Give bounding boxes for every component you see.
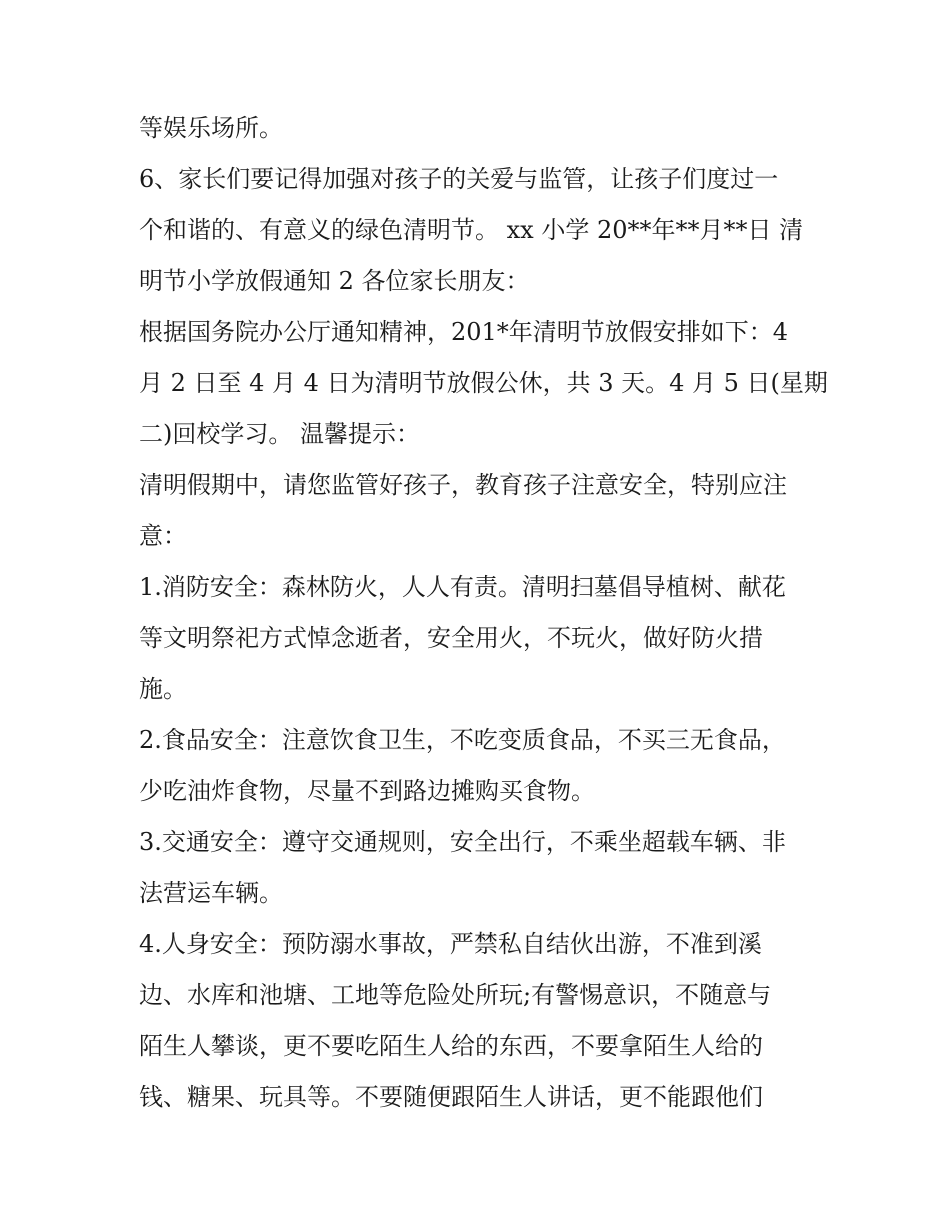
text-line: 法营运车辆。 xyxy=(139,879,283,907)
text-line: 3.交通安全：遵守交通规则，安全出行，不乘坐超载车辆、非 xyxy=(139,828,786,856)
text-line: 4.人身安全：预防溺水事故，严禁私自结伙出游，不准到溪 xyxy=(139,930,762,958)
text-line: 1.消防安全：森林防火，人人有责。清明扫墓倡导植树、献花 xyxy=(139,573,786,601)
text-line: 根据国务院办公厅通知精神，201*年清明节放假安排如下：4 xyxy=(139,318,789,346)
text-line: 意： xyxy=(139,522,187,550)
text-line: 少吃油炸食物，尽量不到路边摊购买食物。 xyxy=(139,777,595,805)
text-line: 等娱乐场所。 xyxy=(139,114,283,142)
text-line: 施。 xyxy=(139,675,187,703)
text-line: 清明假期中，请您监管好孩子，教育孩子注意安全，特别应注 xyxy=(139,471,787,499)
text-line: 钱、糖果、玩具等。不要随便跟陌生人讲话，更不能跟他们 xyxy=(139,1083,763,1111)
text-line: 明节小学放假通知 2 各位家长朋友： xyxy=(139,267,530,295)
text-line: 边、水库和池塘、工地等危险处所玩;有警惕意识，不随意与 xyxy=(139,981,772,1009)
text-line: 等文明祭祀方式悼念逝者，安全用火，不玩火，做好防火措 xyxy=(139,624,763,652)
text-line: 月 2 日至 4 月 4 日为清明节放假公休，共 3 天。4 月 5 日(星期 xyxy=(139,369,828,397)
text-line: 6、家长们要记得加强对孩子的关爱与监管，让孩子们度过一 xyxy=(139,165,779,193)
text-line: 二)回校学习。 温馨提示： xyxy=(139,420,420,448)
text-line: 2.食品安全：注意饮食卫生，不吃变质食品，不买三无食品， xyxy=(139,726,786,754)
text-line: 个和谐的、有意义的绿色清明节。 xx 小学 20**年**月**日 清 xyxy=(139,216,804,244)
text-line: 陌生人攀谈，更不要吃陌生人给的东西，不要拿陌生人给的 xyxy=(139,1032,763,1060)
